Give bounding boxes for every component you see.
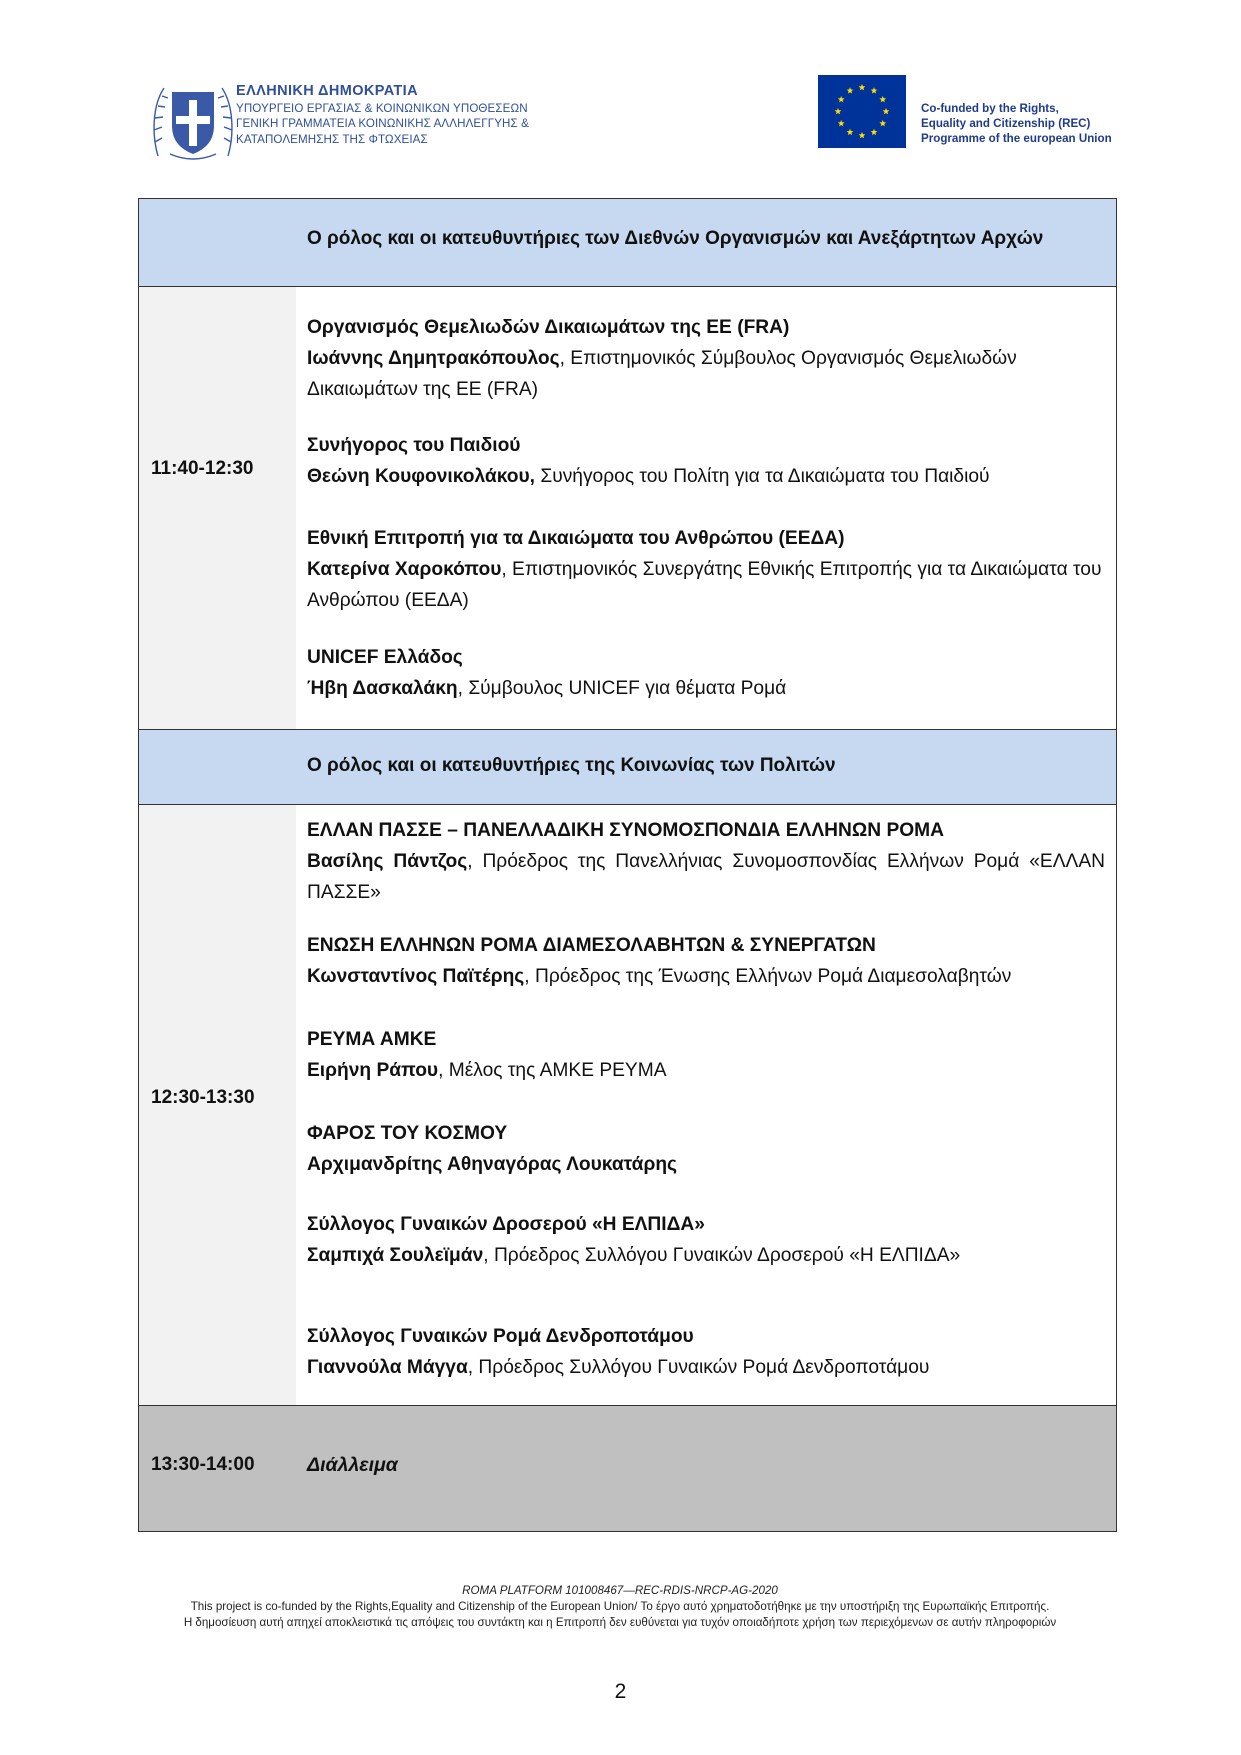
time-column	[139, 287, 296, 729]
speaker-name: Ειρήνη Ράπου	[307, 1060, 439, 1081]
section-header-row	[139, 199, 1116, 287]
gov-line: ΓΕΝΙΚΗ ΓΡΑΜΜΑΤΕΙΑ ΚΟΙΝΩΝΙΚΗΣ ΑΛΛΗΛΕΓΓΥΗΣ &	[236, 117, 529, 131]
speaker-role: , Σύμβουλος UNICEF για θέματα Ρομά	[457, 678, 787, 699]
speaker-role: , Επιστημονικός Σύμβουλος Οργανισμός Θεμελιωδών Δικαιωμάτων της ΕΕ (FRA)	[307, 348, 1017, 400]
speaker-entry	[307, 1024, 1105, 1086]
eu-line: Equality and Citizenship (REC)	[921, 117, 1091, 130]
speaker-entry	[307, 1321, 1105, 1383]
organization-name: ΦΑΡΟΣ ΤΟΥ ΚΟΣΜΟΥ	[307, 1123, 508, 1144]
organization-name: Οργανισμός Θεμελιωδών Δικαιωμάτων της ΕΕ (FRA)	[307, 317, 790, 338]
organization-name: Συνήγορος του Παιδιού	[307, 435, 521, 456]
greek-emblem-icon	[150, 76, 236, 164]
speaker-name: Κωνσταντίνος Παϊτέρης	[307, 966, 525, 987]
gov-line: ΥΠΟΥΡΓΕΙΟ ΕΡΓΑΣΙΑΣ & ΚΟΙΝΩΝΙΚΩΝ ΥΠΟΘΕΣΕΩΝ	[236, 102, 528, 115]
eu-flag-icon	[818, 75, 906, 148]
speaker-role: , Πρόεδρος της Πανελλήνιας Συνομοσπονδίας Ελλήνων Ρομά «ΕΛΛΑΝ ΠΑΣΣΕ»	[307, 851, 1105, 903]
organization-name: Σύλλογος Γυναικών Δροσερού «Η ΕΛΠΙΔΑ»	[307, 1214, 705, 1235]
eu-line: Co-funded by the Rights,	[921, 102, 1059, 115]
break-time: 13:30-14:00	[151, 1454, 255, 1475]
speaker-name: Γιαννούλα Μάγγα	[307, 1357, 468, 1378]
eu-line: Programme of the european Union	[921, 132, 1112, 145]
section-title: Ο ρόλος και οι κατευθυντήριες της Κοινωνίας των Πολιτών	[307, 755, 836, 776]
agenda-table	[138, 198, 1117, 1532]
page-footer	[140, 1583, 1100, 1632]
organization-name: Εθνική Επιτροπή για τα Δικαιώματα του Ανθρώπου (ΕΕΔΑ)	[307, 528, 845, 549]
speaker-entry	[307, 930, 1105, 992]
break-row	[139, 1406, 1116, 1531]
speaker-name: Ήβη Δασκαλάκη	[307, 678, 458, 699]
time-column	[139, 805, 296, 1405]
speaker-role: , Πρόεδρος Συλλόγου Γυναικών Ρομά Δενδροποτάμου	[467, 1357, 930, 1378]
speaker-name: Ιωάννης Δημητρακόπουλος	[307, 348, 560, 369]
speaker-name: Κατερίνα Χαροκόπου	[307, 559, 502, 580]
speaker-name: Αρχιμανδρίτης Αθηναγόρας Λουκατάρης	[307, 1154, 678, 1175]
session-row	[139, 287, 1116, 730]
speaker-entry	[307, 815, 1105, 908]
break-label: Διάλλειμα	[307, 1454, 398, 1476]
speaker-name: Θεώνη Κουφονικολάκου,	[307, 466, 536, 487]
speaker-entry	[307, 430, 1105, 492]
organization-name: ΕΝΩΣΗ ΕΛΛΗΝΩΝ ΡΟΜΑ ΔΙΑΜΕΣΟΛΑΒΗΤΩΝ & ΣΥΝΕΡΓΑΤΩΝ	[307, 935, 876, 956]
speaker-role: , Μέλος της ΑΜΚΕ ΡΕΥΜΑ	[438, 1060, 667, 1081]
speaker-entry	[307, 642, 1105, 704]
funding-disclaimer: This project is co-funded by the Rights,Equality and Citizenship of the European Union/ Το έργο αυτό χρηματοδοτήθηκε με την υποστήριξη της Ευρωπαϊκής Επιτροπής.	[190, 1600, 1050, 1614]
organization-name: Σύλλογος Γυναικών Ρομά Δενδροποτάμου	[307, 1326, 694, 1347]
organization-name: ΡΕΥΜΑ ΑΜΚΕ	[307, 1029, 437, 1050]
gov-line: ΕΛΛΗΝΙΚΗ ΔΗΜΟΚΡΑΤΙΑ	[236, 83, 418, 99]
session-row	[139, 805, 1116, 1406]
organization-name: UNICEF Ελλάδος	[307, 647, 463, 668]
speaker-entry	[307, 312, 1105, 405]
project-reference: ROMA PLATFORM 101008467—REC-RDIS-NRCP-AG-2020	[462, 1584, 778, 1597]
speaker-role: Συνήγορος του Πολίτη για τα Δικαιώματα του Παιδιού	[535, 466, 990, 487]
ministry-logo	[150, 76, 550, 166]
speaker-role: , Πρόεδρος της Ένωσης Ελλήνων Ρομά Διαμεσολαβητών	[524, 966, 1012, 987]
session-time: 11:40-12:30	[151, 458, 254, 479]
speaker-entry	[307, 1209, 1105, 1271]
page-number: 2	[614, 1680, 627, 1703]
session-time: 12:30-13:30	[151, 1087, 255, 1108]
section-header-row	[139, 730, 1116, 805]
speaker-entry	[307, 1118, 1105, 1180]
organization-name: ΕΛΛΑΝ ΠΑΣΣΕ – ΠΑΝΕΛΛΑΔΙΚΗ ΣΥΝΟΜΟΣΠΟΝΔΙΑ ΕΛΛΗΝΩΝ ΡΟΜΑ	[307, 820, 945, 841]
speaker-role: , Πρόεδρος Συλλόγου Γυναικών Δροσερού «Η ΕΛΠΙΔΑ»	[483, 1245, 961, 1266]
speaker-name: Σαμπιχά Σουλεϊμάν	[307, 1245, 484, 1266]
eu-funding-text	[921, 101, 1141, 146]
speaker-role: , Επιστημονικός Συνεργάτης Εθνικής Επιτροπής για τα Δικαιώματα του Ανθρώπου (ΕΕΔΑ)	[307, 559, 1102, 611]
liability-disclaimer: Η δημοσίευση αυτή απηχεί αποκλειστικά τις απόψεις του συντάκτη και η Επιτροπή δεν ευθύνεται για τυχόν οποιαδήποτε χρήση των περιεχόμενων σε αυτήν πληροφοριών	[183, 1616, 1057, 1630]
speaker-entry	[307, 523, 1105, 616]
gov-line: ΚΑΤΑΠΟΛΕΜΗΣΗΣ ΤΗΣ ΦΤΩΧΕΙΑΣ	[236, 132, 428, 146]
speaker-name: Βασίλης Πάντζος	[307, 851, 468, 872]
ministry-name	[236, 82, 566, 147]
section-title: Ο ρόλος και οι κατευθυντήριες των Διεθνών Οργανισμών και Ανεξάρτητων Αρχών	[307, 228, 1044, 249]
